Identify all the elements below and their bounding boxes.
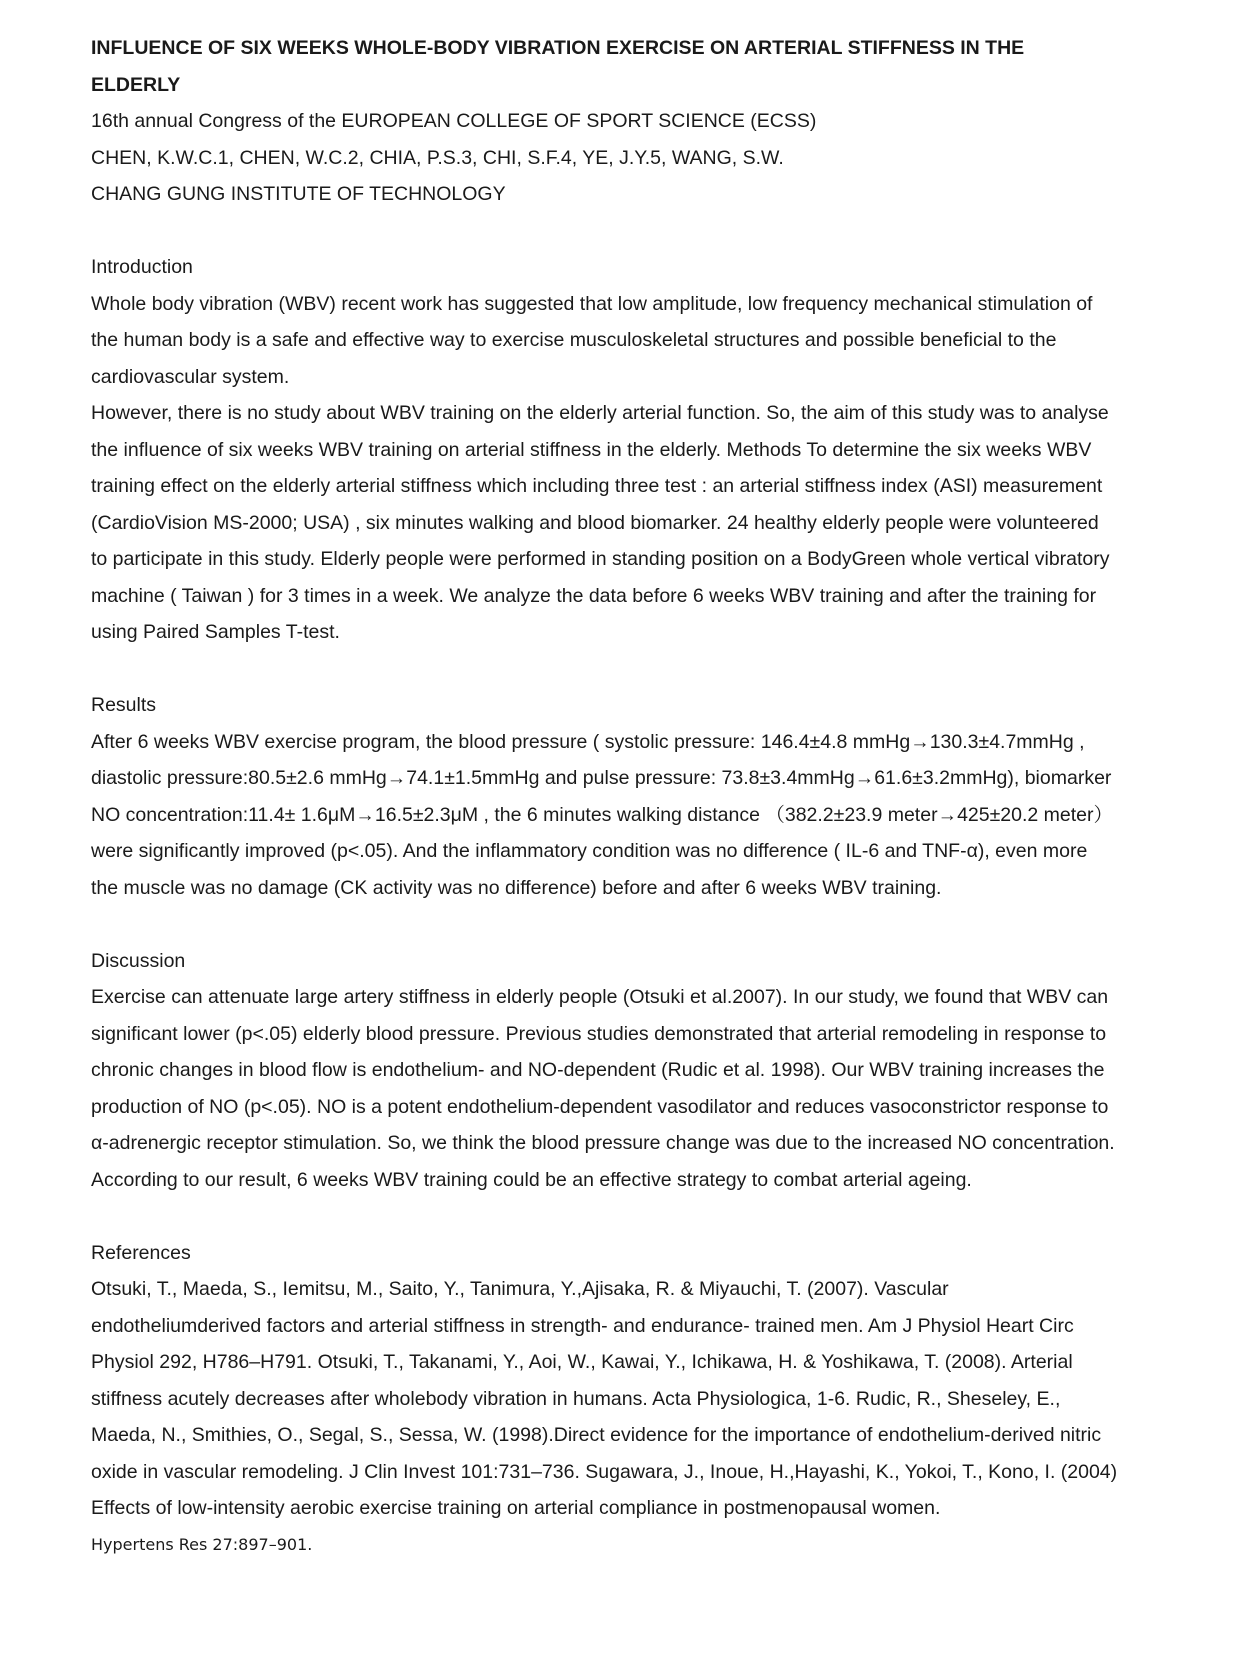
introduction-section — [91, 249, 1231, 651]
text-line: After 6 weeks WBV exercise program, the blood pressure ( systolic pressure: 146.4±4.8 mmHg→130.3±4.7mmHg , — [91, 730, 1085, 753]
text-line: (CardioVision MS-2000; USA) , six minutes walking and blood biomarker. 24 healthy elderly people were volunteered — [91, 511, 1099, 534]
references-section — [91, 1235, 1231, 1563]
reference-line: Maeda, N., Smithies, O., Segal, S., Sessa, W. (1998).Direct evidence for the importance of endothelium-derived nitric — [91, 1424, 1102, 1446]
reference-line: oxide in vascular remodeling. J Clin Invest 101:731–736. Sugawara, J., Inoue, H.,Hayashi, K., Yokoi, T., Kono, I. (2004) — [91, 1460, 1118, 1483]
reference-line: Physiol 292, H786–H791. Otsuki, T., Takanami, Y., Aoi, W., Kawai, Y., Ichikawa, H. & Yoshikawa, T. (2008). Arterial — [91, 1351, 1073, 1373]
text-line: training effect on the elderly arterial stiffness which including three test : an arterial stiffness index (ASI) measurement — [91, 475, 1103, 497]
paper-title-line-1: INFLUENCE OF SIX WEEKS WHOLE-BODY VIBRATION EXERCISE ON ARTERIAL STIFFNESS IN THE — [91, 37, 1025, 59]
reference-line-last: Hypertens Res 27:897–901. — [91, 1534, 313, 1554]
results-heading: Results — [91, 694, 157, 716]
text-line: α-adrenergic receptor stimulation. So, we think the blood pressure change was due to the increased NO concentration. — [91, 1132, 1115, 1154]
introduction-heading: Introduction — [91, 256, 193, 278]
text-line: were significantly improved (p<.05). And the inflammatory condition was no difference ( IL-6 and TNF-α), even more — [91, 840, 1088, 862]
text-line: the muscle was no damage (CK activity was no difference) before and after 6 weeks WBV training. — [91, 876, 942, 899]
reference-line: Otsuki, T., Maeda, S., Iemitsu, M., Saito, Y., Tanimura, Y.,Ajisaka, R. & Miyauchi, T. (2007). Vascular — [91, 1278, 949, 1300]
text-line: Whole body vibration (WBV) recent work has suggested that low amplitude, low frequency mechanical stimulation of — [91, 292, 1093, 315]
text-line: using Paired Samples T-test. — [91, 621, 340, 643]
text-line: cardiovascular system. — [91, 365, 290, 388]
discussion-section — [91, 943, 1231, 1199]
references-body — [91, 1271, 1231, 1563]
text-line: According to our result, 6 weeks WBV training could be an effective strategy to combat arterial ageing. — [91, 1168, 972, 1191]
abstract-page — [91, 30, 1231, 1563]
text-line: chronic changes in blood flow is endothelium- and NO-dependent (Rudic et al. 1998). Our WBV training increases the — [91, 1059, 1105, 1081]
text-line: significant lower (p<.05) elderly blood pressure. Previous studies demonstrated that arterial remodeling in response to — [91, 1022, 1107, 1045]
section-gap — [91, 1198, 1231, 1235]
introduction-body — [91, 286, 1231, 651]
section-gap — [91, 906, 1231, 943]
section-gap — [91, 213, 1231, 250]
reference-line: Effects of low-intensity aerobic exercise training on arterial compliance in postmenopausal women. — [91, 1497, 941, 1519]
reference-line: endotheliumderived factors and arterial stiffness in strength- and endurance- trained men. Am J Physiol Heart Circ — [91, 1314, 1074, 1337]
discussion-body — [91, 979, 1231, 1198]
author-list: CHEN, K.W.C.1, CHEN, W.C.2, CHIA, P.S.3, CHI, S.F.4, YE, J.Y.5, WANG, S.W. — [91, 146, 784, 169]
text-line: machine ( Taiwan ) for 3 times in a week. We analyze the data before 6 weeks WBV training and after the training for — [91, 584, 1097, 607]
text-line: Exercise can attenuate large artery stiffness in elderly people (Otsuki et al.2007). In our study, we found that WBV can — [91, 986, 1109, 1008]
references-heading: References — [91, 1241, 191, 1264]
paper-title-line-2: ELDERLY — [91, 73, 181, 96]
discussion-heading: Discussion — [91, 949, 186, 972]
results-body — [91, 724, 1231, 907]
text-line: to participate in this study. Elderly people were performed in standing position on a BodyGreen whole vertical vibratory — [91, 548, 1110, 570]
text-line: the human body is a safe and effective way to exercise musculoskeletal structures and possible beneficial to the — [91, 329, 1057, 351]
text-line: NO concentration:11.4± 1.6μM→16.5±2.3μM , the 6 minutes walking distance （382.2±23.9 meter→425±20.2 meter） — [91, 803, 1114, 826]
conference-name: 16th annual Congress of the EUROPEAN COLLEGE OF SPORT SCIENCE (ECSS) — [91, 110, 817, 132]
reference-line: stiffness acutely decreases after wholebody vibration in humans. Acta Physiologica, 1-6. Rudic, R., Sheseley, E., — [91, 1387, 1061, 1410]
text-line: production of NO (p<.05). NO is a potent endothelium-dependent vasodilator and reduces vasoconstrictor response to — [91, 1095, 1109, 1118]
results-section — [91, 687, 1231, 906]
section-gap — [91, 651, 1231, 688]
institution: CHANG GUNG INSTITUTE OF TECHNOLOGY — [91, 183, 506, 205]
text-line: However, there is no study about WBV training on the elderly arterial function. So, the aim of this study was to analyse — [91, 402, 1109, 424]
text-line: the influence of six weeks WBV training on arterial stiffness in the elderly. Methods To determine the six weeks WBV — [91, 438, 1092, 461]
header-block — [91, 30, 1231, 213]
text-line: diastolic pressure:80.5±2.6 mmHg→74.1±1.5mmHg and pulse pressure: 73.8±3.4mmHg→61.6±3.2mmHg), biomarker — [91, 767, 1112, 789]
